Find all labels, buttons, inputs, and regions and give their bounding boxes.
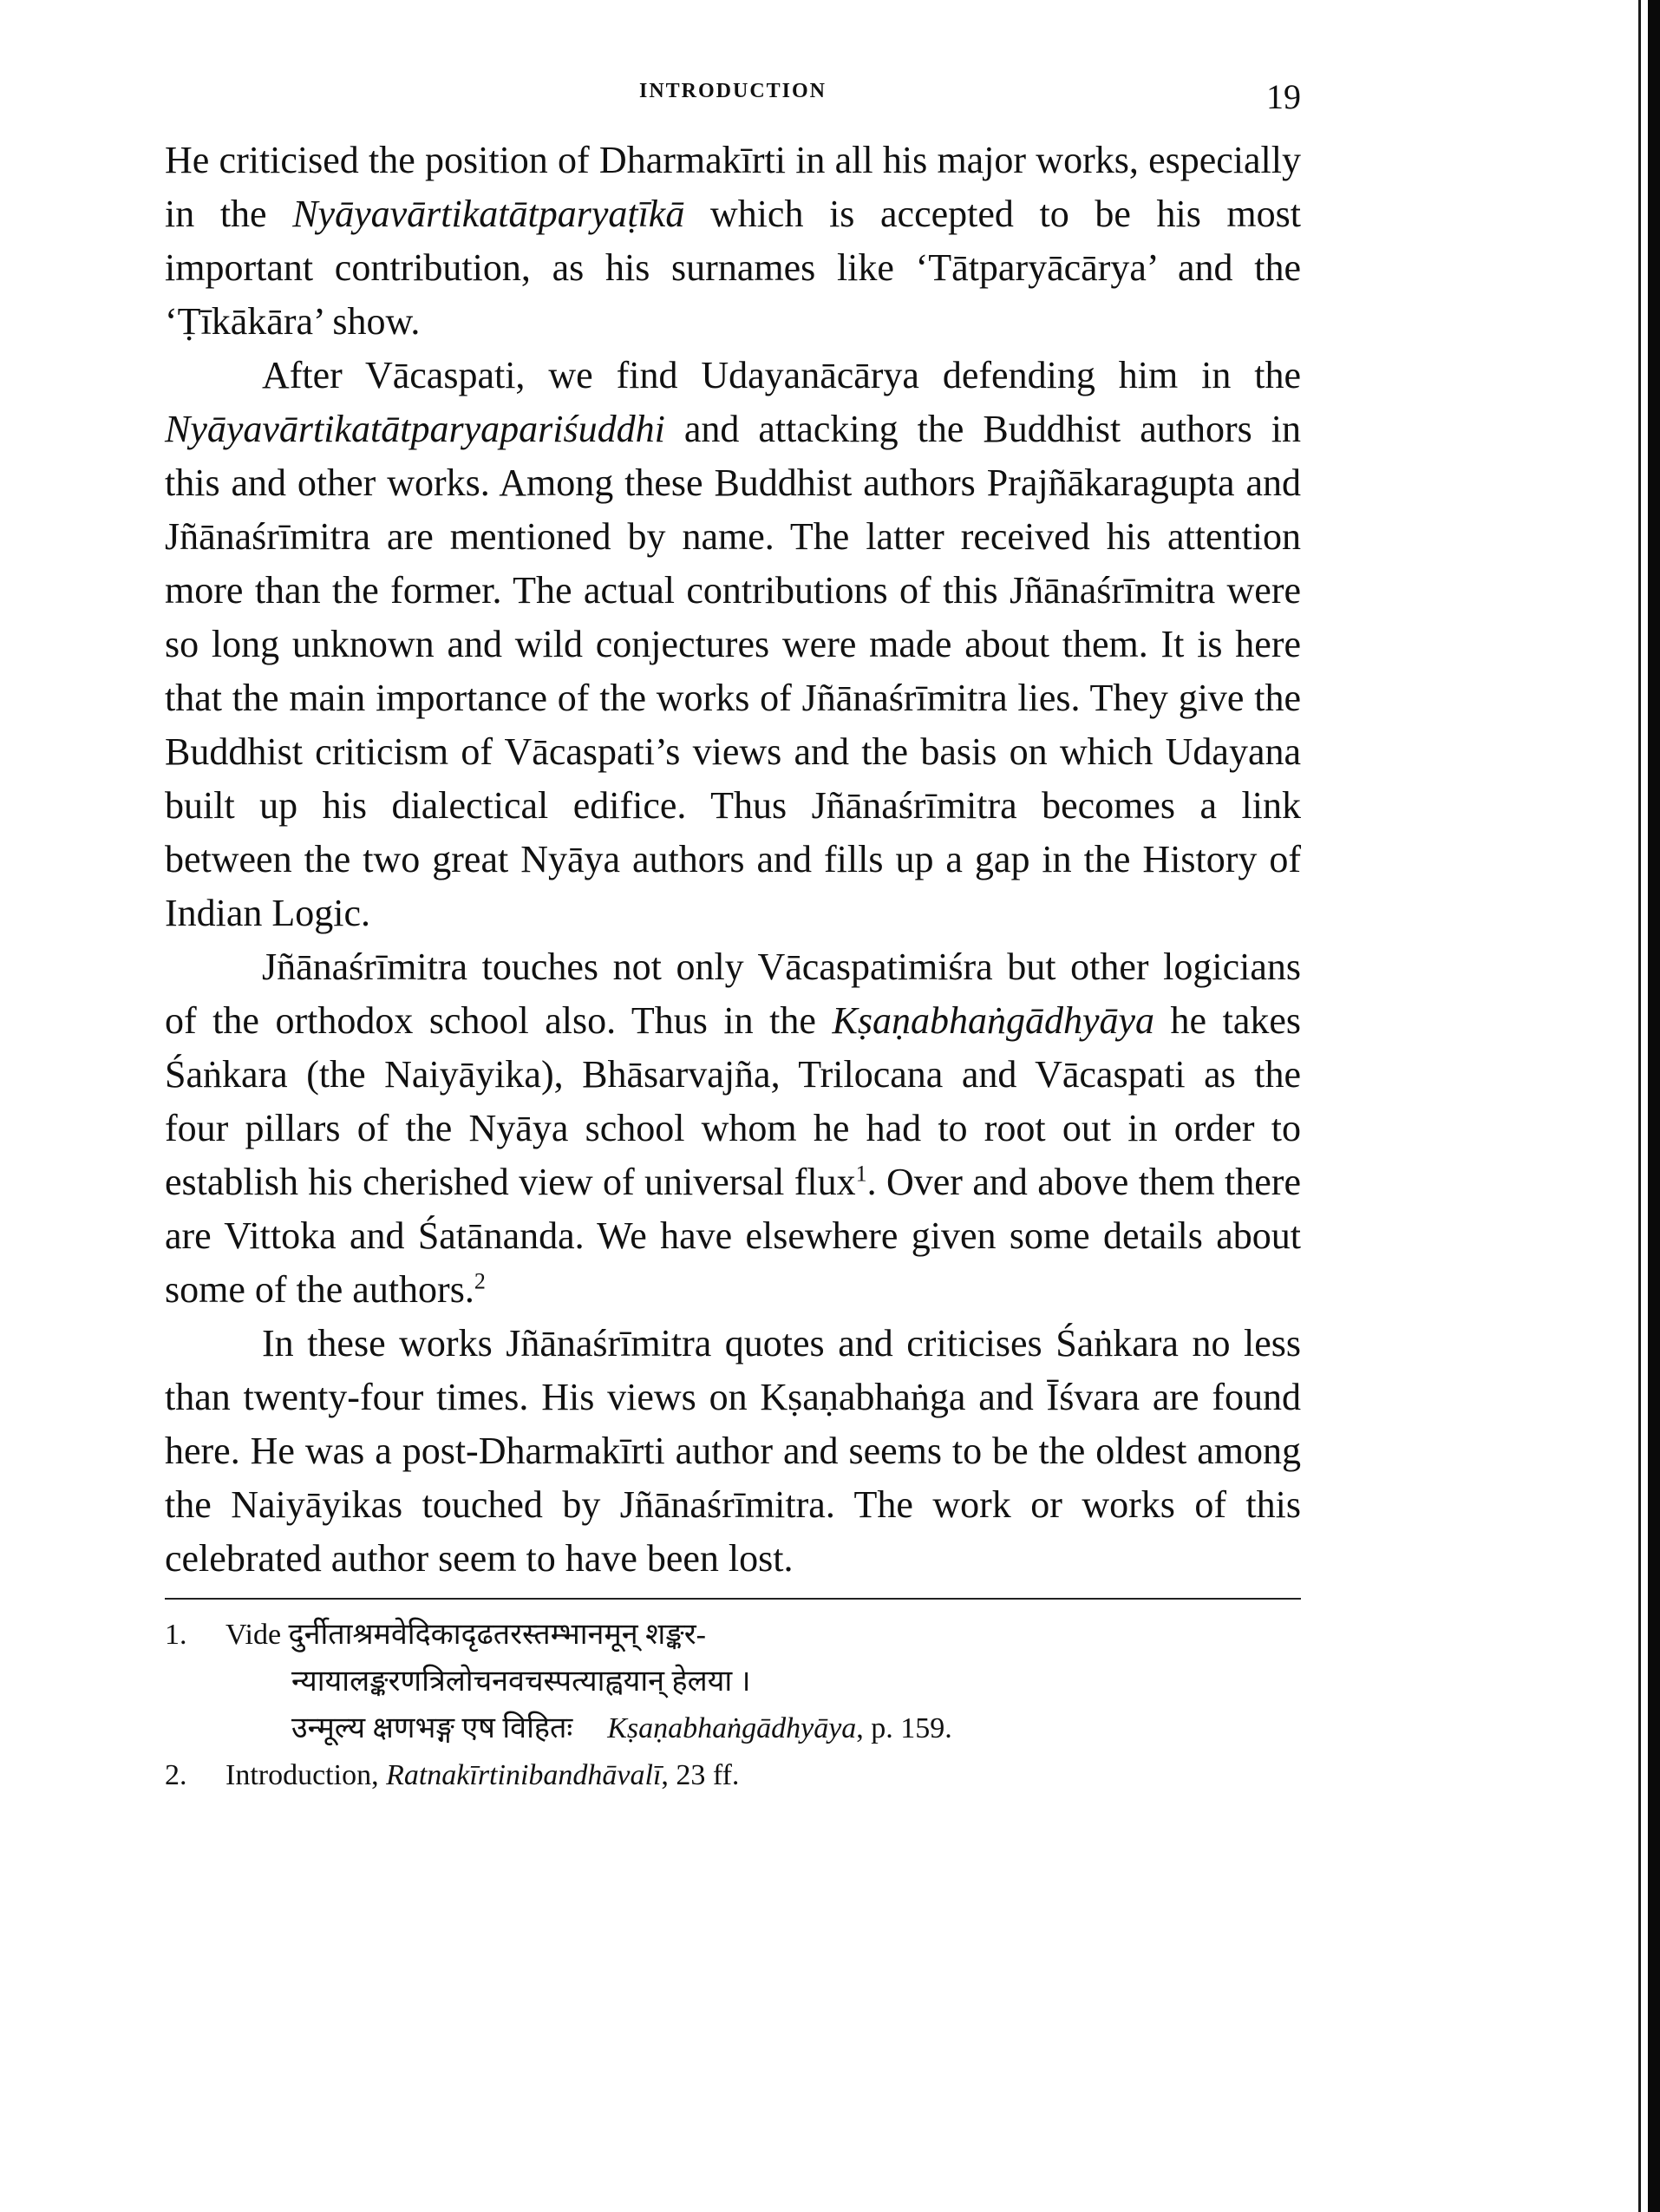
body-text: [165, 134, 1301, 1586]
footnote-1-body: [225, 1612, 1301, 1752]
footnote-2-text-b: , 23 ff.: [661, 1759, 740, 1791]
footnote-marker-2: 2: [474, 1268, 486, 1294]
page-edge-shadow-thin: [1638, 0, 1641, 2212]
page-edge-shadow: [1648, 0, 1660, 2212]
paragraph-3-text-a: Jñānaśrīmitra touches not only Vācaspatimiśra but other logicians of the orthodox school also. Thus in the: [165, 946, 1301, 1042]
footnote-2-body: [225, 1752, 1301, 1799]
paragraph-2-text-a: After Vācaspati, we find Udayanācārya defending him in the: [262, 354, 1301, 396]
paragraph-1: [165, 134, 1301, 349]
footnote-1-line-1: Vide दुर्नीताश्रमवेदिकादृढतरस्तम्भानमून् शङ्कर-: [225, 1619, 706, 1651]
footnote-2-number: 2.: [165, 1759, 187, 1791]
footnotes: [165, 1612, 1301, 1799]
running-title: INTRODUCTION: [638, 80, 827, 102]
running-head: [165, 69, 1301, 121]
paragraph-1-text-b: which is accepted to be his most important contribution, as his surnames like ‘Tātparyācārya’ and the ‘Ṭīkākāra’ show.: [165, 193, 1302, 343]
paragraph-3-italic: Kṣaṇabhaṅgādhyāya: [832, 999, 1154, 1042]
footnote-2-reference-title: Ratnakīrtinibandhāvalī: [386, 1759, 662, 1791]
paragraph-1-text-a: He criticised the position of Dharmakīrti in all his major works, especially in the: [165, 139, 1301, 235]
footnote-marker-1: 1: [855, 1161, 867, 1187]
paragraph-4: [165, 1317, 1301, 1586]
footnote-1-page-ref: , p. 159.: [856, 1712, 952, 1744]
paragraph-1-italic: Nyāyavārtikatātparyaṭīkā: [292, 193, 685, 235]
paragraph-2-text-b: and attacking the Buddhist authors in this and other works. Among these Buddhist authors Prajñākaragupta and Jñānaśrīmitra are mentioned by name. The latter received his attention more than the former. The actual contributions of this Jñānaśrīmitra were so long unknown and wild conjectures were made about them. It is here that the main importance of the works of Jñānaśrīmitra lies. They give the Buddhist criticism of Vācaspati’s views and the basis on which Udayana built up his dialectical edifice. Thus Jñānaśrīmitra becomes a link between the two great Nyāya authors and fills up a gap in the History of Indian Logic.: [165, 408, 1301, 934]
footnote-2-text-a: Introduction,: [225, 1759, 387, 1791]
paragraph-3-text-b: he takes Śaṅkara (the Naiyāyika), Bhāsarvajña, Trilocana and Vācaspati as the four pillars of the Nyāya school whom he had to root out in order to establish his cherished view of universal flux: [165, 999, 1301, 1203]
footnote-1-line-3: [225, 1705, 1301, 1752]
footnote-1-reference-title: Kṣaṇabhaṅgādhyāya: [607, 1712, 857, 1744]
paragraph-4-text: In these works Jñānaśrīmitra quotes and criticises Śaṅkara no less than twenty-four times. His views on Kṣaṇabhaṅga and Īśvara are found here. He was a post-Dharmakīrti author and seems to be the oldest among the Naiyāyikas touched by Jñānaśrīmitra. The work or works of this celebrated author seem to have been lost.: [165, 1322, 1301, 1580]
paragraph-2-italic: Nyāyavārtikatātparyapariśuddhi: [165, 408, 665, 450]
page-number: 19: [1266, 77, 1301, 116]
footnote-1: [165, 1612, 1301, 1752]
footnote-1-line-3-verse: उन्मूल्य क्षणभङ्ग एष विहितः: [291, 1712, 573, 1744]
paragraph-2: [165, 349, 1301, 940]
footnote-1-number: 1.: [165, 1619, 187, 1651]
footnote-2: [165, 1752, 1301, 1799]
paragraph-3-text-c: . Over and above them there are Vittoka and Śatānanda. We have elsewhere given some details about some of the authors.: [165, 1161, 1301, 1311]
footnote-1-line-2: न्यायालङ्करणत्रिलोचनवचस्पत्याह्वयान् हेलया ।: [291, 1666, 751, 1698]
footnote-divider: [165, 1598, 1301, 1600]
paragraph-3: [165, 940, 1301, 1317]
book-page: [165, 69, 1301, 1799]
